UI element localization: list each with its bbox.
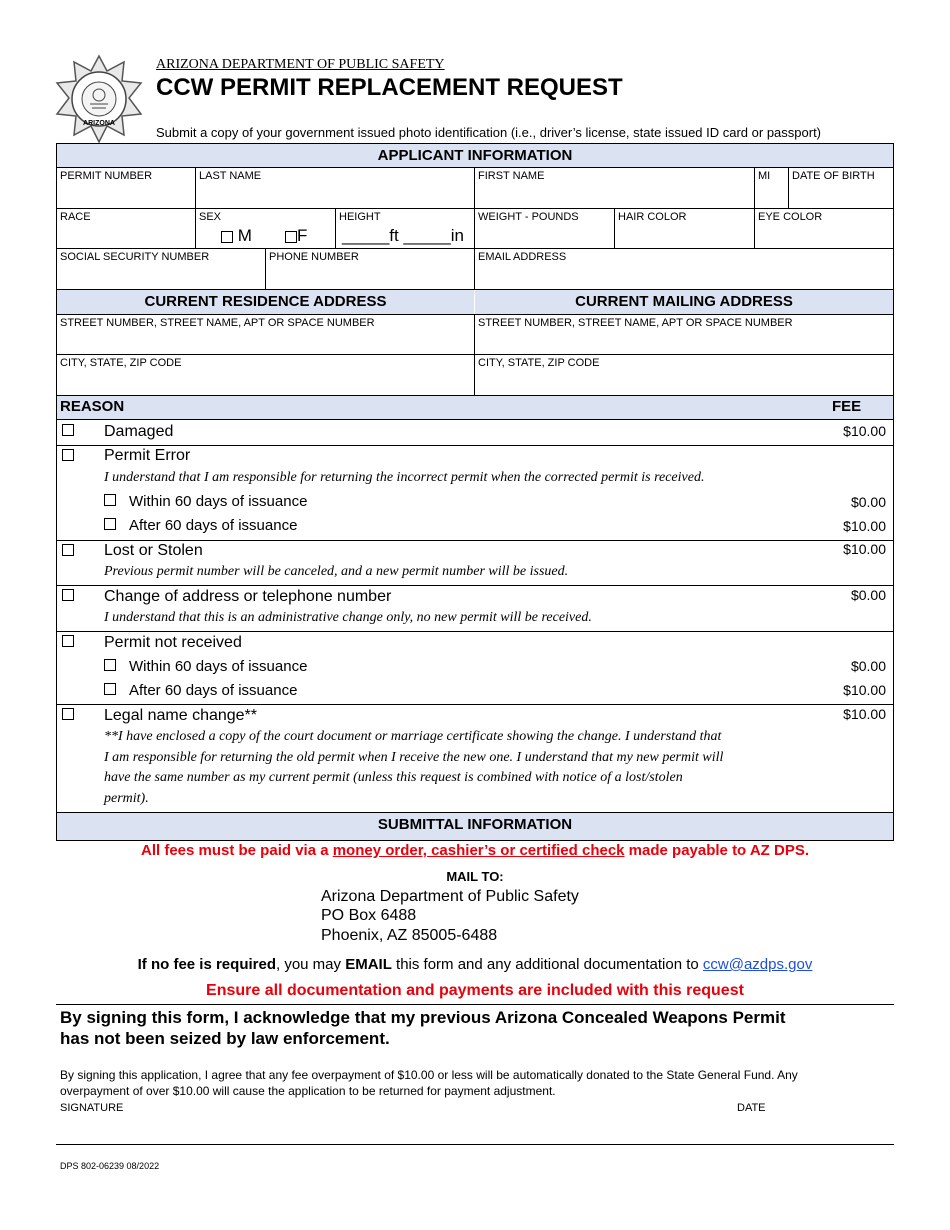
reason-heading-band bbox=[57, 396, 893, 419]
lost-note: Previous permit number will be canceled, and a new permit number will be issued. bbox=[104, 564, 569, 579]
date-label: DATE bbox=[737, 1102, 766, 1114]
not-received-after-fee: $10.00 bbox=[843, 682, 886, 698]
legal-note-line-1: **I have enclosed a copy of the court document or marriage certificate showing the change. I understand that bbox=[104, 729, 722, 744]
mail-address-line-2: PO Box 6488 bbox=[321, 907, 417, 924]
permit-number-field[interactable]: PERMIT NUMBER bbox=[60, 170, 153, 182]
legal-note-line-4: permit). bbox=[104, 791, 149, 806]
ensure-notice: Ensure all documentation and payments are included with this request bbox=[206, 982, 744, 999]
sex-f-label: F bbox=[297, 226, 308, 245]
race-field[interactable]: RACE bbox=[60, 211, 91, 223]
fees-notice-pre: All fees must be paid via a bbox=[140, 842, 333, 859]
form-id: DPS 802-06239 08/2022 bbox=[60, 1161, 160, 1171]
id-instruction: Submit a copy of your government issued photo identification (i.e., driver’s license, state issued ID card or passport) bbox=[156, 125, 822, 140]
first-name-field[interactable]: FIRST NAME bbox=[478, 170, 545, 182]
not-received-within-label: Within 60 days of issuance bbox=[129, 658, 308, 675]
not-received-checkbox[interactable] bbox=[62, 635, 74, 647]
email-field[interactable]: EMAIL ADDRESS bbox=[478, 251, 567, 263]
permit-error-label: Permit Error bbox=[104, 447, 191, 464]
overpayment-line-2: overpayment of over $10.00 will cause the application to be returned for payment adjustment. bbox=[60, 1084, 556, 1098]
lost-fee: $10.00 bbox=[843, 541, 886, 557]
legal-note-line-3: have the same number as my current permit (unless this request is combined with notice of a lost/stolen bbox=[104, 770, 683, 785]
mi-field[interactable]: MI bbox=[758, 170, 771, 182]
hair-color-field[interactable]: HAIR COLOR bbox=[618, 211, 687, 223]
permit-error-after-label: After 60 days of issuance bbox=[129, 517, 298, 534]
acknowledgement-line-1: By signing this form, I acknowledge that my previous Arizona Concealed Weapons Permit bbox=[60, 1008, 786, 1027]
damaged-checkbox[interactable] bbox=[62, 424, 74, 436]
dob-field[interactable]: DATE OF BIRTH bbox=[792, 170, 875, 182]
submittal-heading: SUBMITTAL INFORMATION bbox=[57, 813, 893, 840]
residence-city-field[interactable]: CITY, STATE, ZIP CODE bbox=[60, 357, 182, 369]
legal-label: Legal name change** bbox=[104, 707, 258, 724]
sex-m-option[interactable] bbox=[221, 226, 252, 246]
signature-line[interactable] bbox=[56, 1144, 894, 1145]
legal-checkbox[interactable] bbox=[62, 708, 74, 720]
mailing-city-field[interactable]: CITY, STATE, ZIP CODE bbox=[478, 357, 600, 369]
overpayment-line-1: By signing this application, I agree that any fee overpayment of $10.00 or less will be automatically donated to the State General Fund. Any bbox=[60, 1068, 798, 1082]
permit-error-note: I understand that I am responsible for returning the incorrect permit when the corrected permit is received. bbox=[104, 470, 705, 485]
mailing-street-field[interactable]: STREET NUMBER, STREET NAME, APT OR SPACE NUMBER bbox=[478, 317, 793, 329]
damaged-label: Damaged bbox=[104, 423, 174, 440]
sex-m-checkbox[interactable] bbox=[221, 231, 233, 243]
dps-badge-logo bbox=[54, 54, 144, 144]
no-fee-email-word: EMAIL bbox=[345, 956, 392, 973]
lost-label: Lost or Stolen bbox=[104, 542, 203, 559]
mail-address-line-1: Arizona Department of Public Safety bbox=[321, 888, 579, 905]
permit-error-after-checkbox[interactable] bbox=[104, 518, 116, 530]
mail-address-line-3: Phoenix, AZ 85005-6488 bbox=[321, 927, 498, 944]
legal-note-line-2: I am responsible for returning the old permit when I receive the new one. I understand that my new permit will bbox=[104, 750, 724, 765]
fees-notice-post: made payable to AZ DPS. bbox=[624, 842, 810, 859]
height-label: HEIGHT bbox=[339, 211, 381, 223]
mailing-heading: CURRENT MAILING ADDRESS bbox=[475, 290, 893, 314]
reason-heading: REASON bbox=[60, 398, 125, 415]
ssn-field[interactable]: SOCIAL SECURITY NUMBER bbox=[60, 251, 210, 263]
residence-street-field[interactable]: STREET NUMBER, STREET NAME, APT OR SPACE NUMBER bbox=[60, 317, 375, 329]
permit-error-after-fee: $10.00 bbox=[843, 518, 886, 534]
fees-notice-methods: money order, cashier’s or certified check bbox=[332, 842, 625, 859]
permit-error-within-label: Within 60 days of issuance bbox=[129, 493, 308, 510]
signature-label: SIGNATURE bbox=[60, 1102, 124, 1114]
fee-heading: FEE bbox=[832, 398, 862, 415]
change-note: I understand that this is an administrative change only, no new permit will be received. bbox=[104, 610, 592, 625]
fees-notice bbox=[0, 842, 950, 859]
last-name-field[interactable]: LAST NAME bbox=[199, 170, 262, 182]
sex-label: SEX bbox=[199, 211, 222, 223]
height-field[interactable]: _____ft _____in bbox=[342, 226, 464, 245]
no-fee-rest: this form and any additional documentation to bbox=[391, 956, 703, 973]
not-received-within-fee: $0.00 bbox=[850, 658, 886, 674]
sex-f-option[interactable] bbox=[285, 226, 307, 246]
badge-text: ARIZONA bbox=[83, 120, 115, 127]
permit-error-within-checkbox[interactable] bbox=[104, 494, 116, 506]
not-received-label: Permit not received bbox=[104, 634, 242, 651]
acknowledgement-line-2: has not been seized by law enforcement. bbox=[60, 1029, 390, 1048]
no-fee-mid: , you may bbox=[276, 956, 346, 973]
not-received-within-checkbox[interactable] bbox=[104, 659, 116, 671]
applicant-heading: APPLICANT INFORMATION bbox=[57, 144, 893, 168]
no-fee-notice bbox=[0, 956, 950, 973]
form-title: CCW PERMIT REPLACEMENT REQUEST bbox=[156, 74, 623, 101]
eye-color-field[interactable]: EYE COLOR bbox=[758, 211, 823, 223]
permit-error-within-fee: $0.00 bbox=[850, 494, 886, 510]
mail-to-label: MAIL TO: bbox=[446, 869, 504, 884]
legal-fee: $10.00 bbox=[843, 706, 886, 722]
phone-field[interactable]: PHONE NUMBER bbox=[269, 251, 359, 263]
sex-m-label: M bbox=[237, 226, 252, 245]
change-fee: $0.00 bbox=[850, 587, 886, 603]
lost-checkbox[interactable] bbox=[62, 544, 74, 556]
not-received-after-checkbox[interactable] bbox=[104, 683, 116, 695]
sex-f-checkbox[interactable] bbox=[285, 231, 297, 243]
change-checkbox[interactable] bbox=[62, 589, 74, 601]
no-fee-bold: If no fee is required bbox=[137, 956, 276, 973]
weight-field[interactable]: WEIGHT - POUNDS bbox=[478, 211, 579, 223]
agency-name: ARIZONA DEPARTMENT OF PUBLIC SAFETY bbox=[156, 57, 445, 72]
residence-heading: CURRENT RESIDENCE ADDRESS bbox=[57, 290, 474, 314]
ccw-email-link[interactable]: ccw@azdps.gov bbox=[702, 956, 813, 973]
not-received-after-label: After 60 days of issuance bbox=[129, 682, 298, 699]
damaged-fee: $10.00 bbox=[843, 423, 886, 439]
permit-error-checkbox[interactable] bbox=[62, 449, 74, 461]
change-label: Change of address or telephone number bbox=[104, 588, 392, 605]
